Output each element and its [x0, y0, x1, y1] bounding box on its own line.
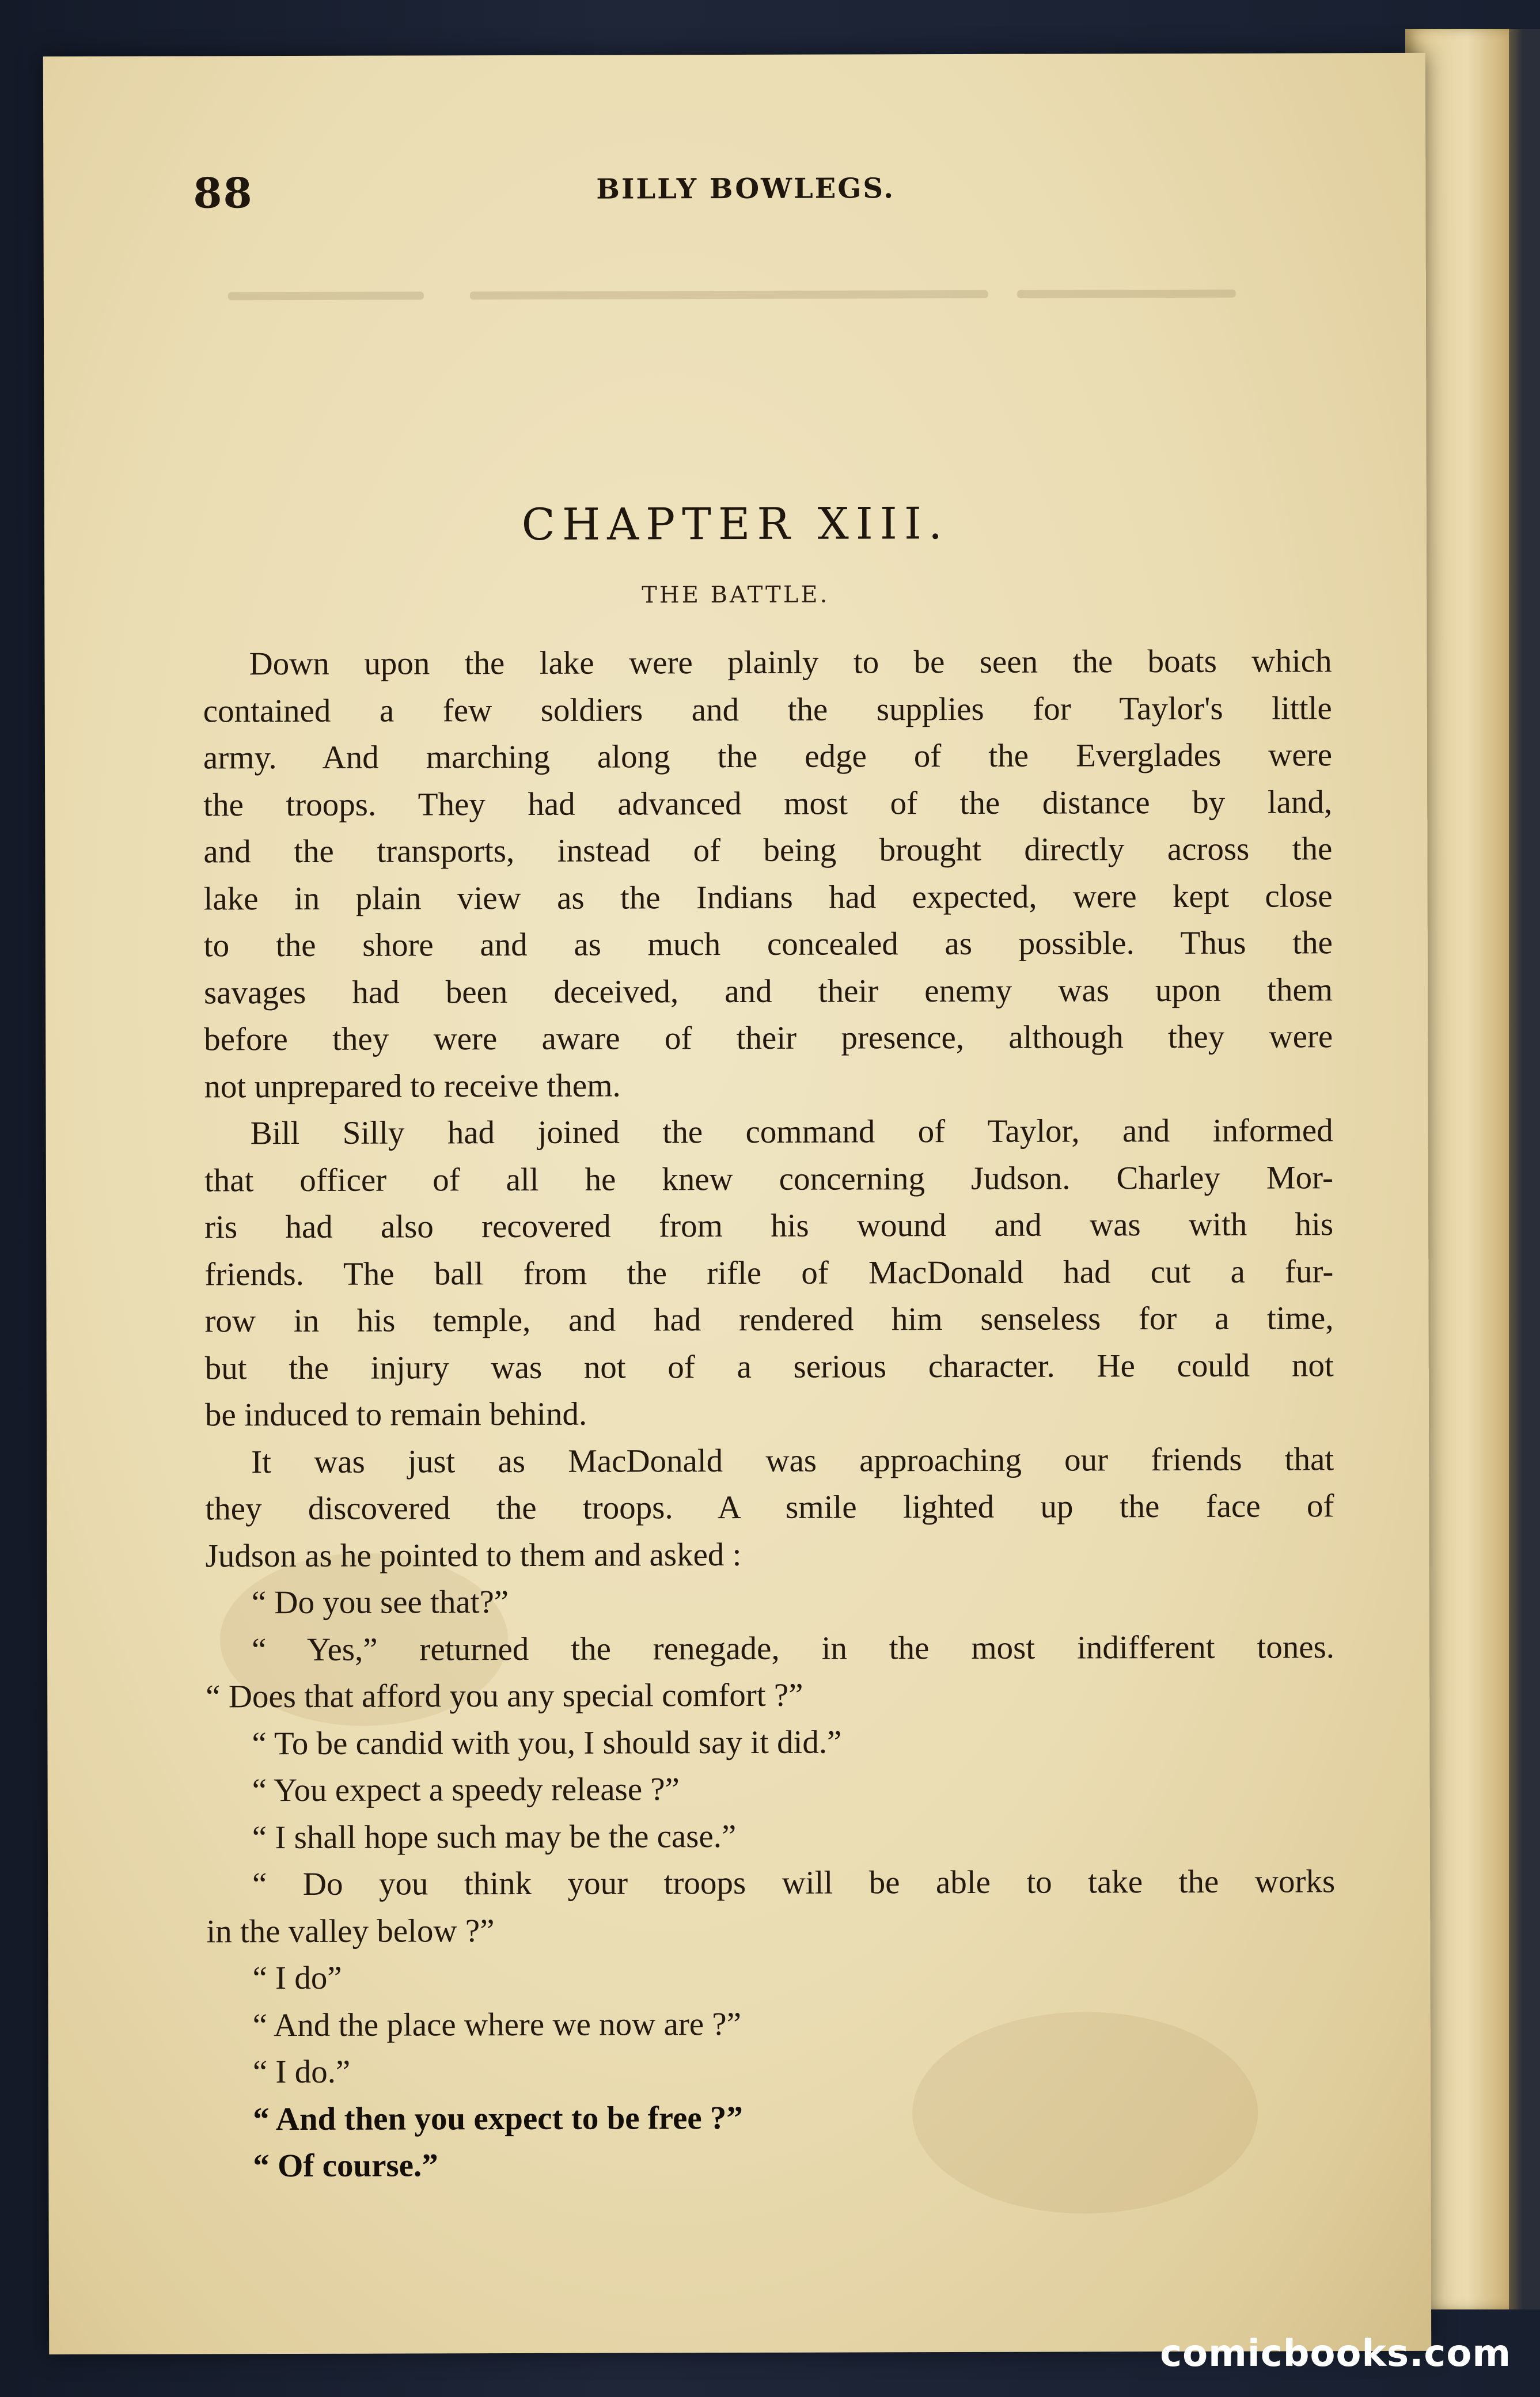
bleed-through-text [182, 272, 1276, 344]
text-line: “ I do.” [252, 2053, 351, 2091]
text-line: savages had been deceived, and their enemy was upon them [203, 971, 1333, 1011]
body-text [203, 638, 1336, 2190]
text-line: Bill Silly had joined the command of Taylor, and informed [250, 1112, 1333, 1152]
text-line: “ Do you think your troops will be able to take the works [252, 1863, 1336, 1903]
text-line: the troops. They had advanced most of the distance by land, [203, 783, 1333, 823]
watermark: comicbooks.com [1160, 2332, 1511, 2375]
text-line: that officer of all he knew concerning Judson. Charley Mor- [204, 1159, 1333, 1198]
text-line: “ I do” [252, 1959, 342, 1997]
text-line: before they were aware of their presence, although they were [204, 1018, 1333, 1058]
text-line: “ And the place where we now are ?” [252, 2005, 742, 2043]
text-line: and the transports, instead of being brought directly across the [203, 830, 1333, 870]
text-line: “ Do you see that?” [251, 1584, 509, 1621]
text-line: army. And marching along the edge of the Everglades were [203, 737, 1333, 776]
text-line: they discovered the troops. A smile lighted up the face of [205, 1488, 1334, 1527]
text-line: Judson as he pointed to them and asked : [205, 1536, 742, 1574]
chapter-subtitle: THE BATTLE. [642, 581, 830, 609]
text-line: Down upon the lake were plainly to be seen the boats which [249, 643, 1332, 682]
text-line: row in his temple, and had rendered him senseless for a time, [204, 1300, 1334, 1340]
chapter-heading: CHAPTER XIII. [521, 498, 950, 550]
text-line: “ Yes,” returned the renegade, in the most indifferent tones. [251, 1628, 1335, 1668]
text-line: but the injury was not of a serious character. He could not [204, 1347, 1334, 1386]
text-line: “ I shall hope such may be the case.” [252, 1818, 737, 1856]
running-title: BILLY BOWLEGS. [596, 172, 896, 206]
text-line: “ To be candid with you, I should say it did.” [252, 1724, 842, 1762]
text-line: friends. The ball from the rifle of MacDonald had cut a fur- [204, 1253, 1334, 1292]
text-line: to the shore and as much concealed as possible. Thus the [203, 924, 1333, 964]
text-line: “ Of course.” [253, 2147, 438, 2184]
text-line: “ Does that afford you any special comfort ?” [206, 1677, 803, 1715]
page-number: 88 [193, 168, 253, 218]
text-line: contained a few soldiers and the supplies for Taylor's little [203, 689, 1332, 729]
text-line: ris had also recovered from his wound and was with his [204, 1206, 1334, 1246]
text-line: not unprepared to receive them. [204, 1067, 621, 1105]
text-line: be induced to remain behind. [204, 1395, 587, 1433]
text-line: lake in plain view as the Indians had expected, were kept close [203, 877, 1333, 917]
text-line: “ You expect a speedy release ?” [252, 1771, 680, 1809]
text-line: It was just as MacDonald was approaching our friends that [251, 1440, 1334, 1480]
running-head [43, 165, 1425, 238]
text-line: in the valley below ?” [206, 1912, 495, 1950]
book-page [43, 53, 1431, 2354]
text-line: “ And then you expect to be free ?” [253, 2099, 743, 2137]
